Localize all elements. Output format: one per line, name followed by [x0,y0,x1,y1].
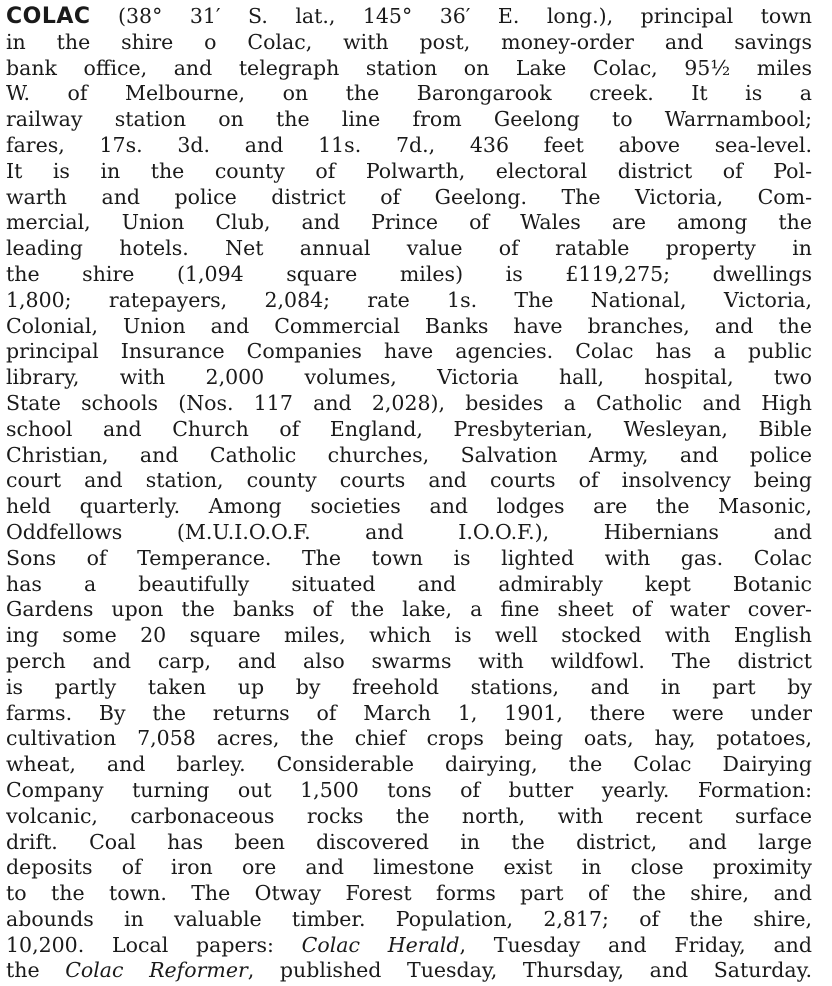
text-line-35: to the town. The Otway Forest forms part of the shire, and [6,881,812,906]
text-line-31: Company turning out 1,500 tons of butter yearly. Formation: [6,777,812,802]
text-line-12: 1,800; ratepayers, 2,084; rate 1s. The National, Victoria, [6,287,812,312]
text-line-8: warth and police district of Geelong. The Victoria, Com- [6,184,812,209]
text-line-33: drift. Coal has been discovered in the district, and large [6,829,812,854]
line-38-tail: , published Tuesday, Thursday, and Saturday. [247,958,812,983]
text-line-7: It is in the county of Polwarth, electoral district of Pol- [6,158,812,183]
text-line-36: abounds in valuable timber. Population, 2,817; of the shire, [6,906,812,931]
text-line-5: railway station on the line from Geelong to Warrnambool; [6,107,812,132]
text-line-15: library, with 2,000 volumes, Victoria hall, hospital, two [6,365,812,390]
text-line-11: the shire (1,094 square miles) is £119,275; dwellings [6,261,812,286]
newspaper-colac-reformer: Colac Reformer [65,958,248,983]
text-line-21: Oddfellows (M.U.I.O.O.F. and I.O.O.F.), Hibernians and [6,519,812,544]
text-line-28: farms. By the returns of March 1, 1901, there were under [6,700,812,725]
line-38-start: the [6,958,66,983]
text-line-9: mercial, Union Club, and Prince of Wales are among the [6,210,812,235]
text-line-22: Sons of Temperance. The town is lighted with gas. Colac [6,545,812,570]
text-line-23: has a beautifully situated and admirably kept Botanic [6,571,812,596]
text-line-27: is partly taken up by freehold stations, and in part by [6,674,812,699]
text-line-24: Gardens upon the banks of the lake, a fine sheet of water cover- [6,597,812,622]
text-line-16: State schools (Nos. 117 and 2,028), besides a Catholic and High [6,390,812,415]
line-1-text: (38° 31′ S. lat., 145° 36′ E. long.), principal town [90,4,812,28]
text-line-29: cultivation 7,058 acres, the chief crops being oats, hay, potatoes, [6,726,812,751]
text-line-1 [6,4,812,30]
newspaper-colac-herald: Colac Herald [301,932,460,957]
text-line-38 [6,958,812,984]
text-line-2: in the shire o Colac, with post, money-order and savings [6,29,812,54]
text-line-37 [6,933,812,959]
text-line-14: principal Insurance Companies have agencies. Colac has a public [6,339,812,364]
text-line-26: perch and carp, and also swarms with wildfowl. The district [6,648,812,673]
text-line-25: ing some 20 square miles, which is well stocked with English [6,623,812,648]
line-37-text: 10,200. Local papers: [6,932,302,957]
line-37-tail: , Tuesday and Friday, and [459,932,812,957]
text-line-19: court and station, county courts and courts of insolvency being [6,468,812,493]
text-line-30: wheat, and barley. Considerable dairying, the Colac Dairying [6,752,812,777]
gazetteer-entry-colac [6,4,812,984]
text-line-20: held quarterly. Among societies and lodges are the Masonic, [6,494,812,519]
text-line-32: volcanic, carbonaceous rocks the north, with recent surface [6,803,812,828]
text-line-6: fares, 17s. 3d. and 11s. 7d., 436 feet above sea-level. [6,132,812,157]
text-line-10: leading hotels. Net annual value of ratable property in [6,236,812,261]
text-line-18: Christian, and Catholic churches, Salvation Army, and police [6,442,812,467]
text-line-13: Colonial, Union and Commercial Banks have branches, and the [6,313,812,338]
text-line-4: W. of Melbourne, on the Barongarook creek. It is a [6,81,812,106]
text-line-17: school and Church of England, Presbyterian, Wesleyan, Bible [6,416,812,441]
entry-headword: COLAC [6,4,91,29]
text-line-3: bank office, and telegraph station on Lake Colac, 95½ miles [6,55,812,80]
text-line-34: deposits of iron ore and limestone exist in close proximity [6,855,812,880]
